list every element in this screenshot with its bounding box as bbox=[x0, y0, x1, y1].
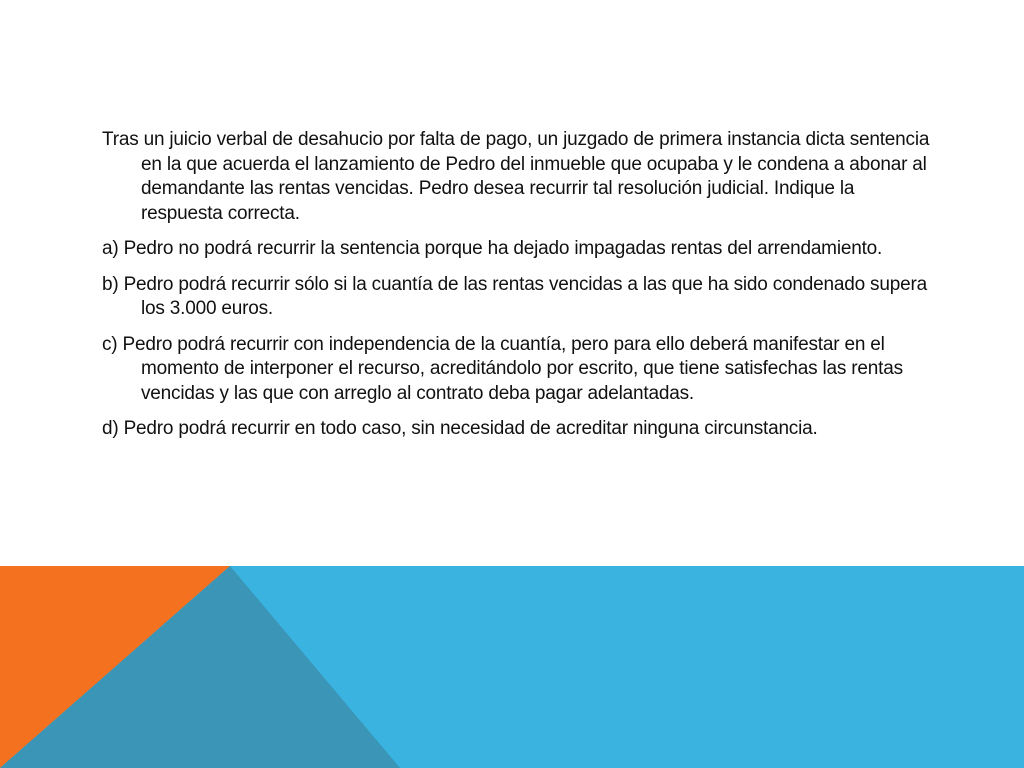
option-d: d) Pedro podrá recurrir en todo caso, sin necesidad de acreditar ninguna circunstancia. bbox=[102, 418, 818, 439]
option-c: c) Pedro podrá recurrir con independencia de la cuantía, pero para ello deberá manifestar en el momento de interponer el recurso, acreditándolo por escrito, que tiene satisfechas las rentas vencidas y las que con arreglo al contrato deba pagar adelantadas. bbox=[102, 333, 903, 404]
slide-body bbox=[102, 128, 932, 453]
decorative-footer-band bbox=[0, 566, 1024, 768]
option-a: a) Pedro no podrá recurrir la sentencia porque ha dejado impagadas rentas del arrendamiento. bbox=[102, 238, 883, 259]
option-b: b) Pedro podrá recurrir sólo si la cuantía de las rentas vencidas a las que ha sido condenado supera los 3.000 euros. bbox=[102, 273, 927, 319]
question-stem: Tras un juicio verbal de desahucio por falta de pago, un juzgado de primera instancia dicta sentencia en la que acuerda el lanzamiento de Pedro del inmueble que ocupaba y le condena a abonar al demandante las rentas vencidas. Pedro desea recurrir tal resolución judicial. Indique la respuesta correcta. bbox=[102, 129, 930, 224]
